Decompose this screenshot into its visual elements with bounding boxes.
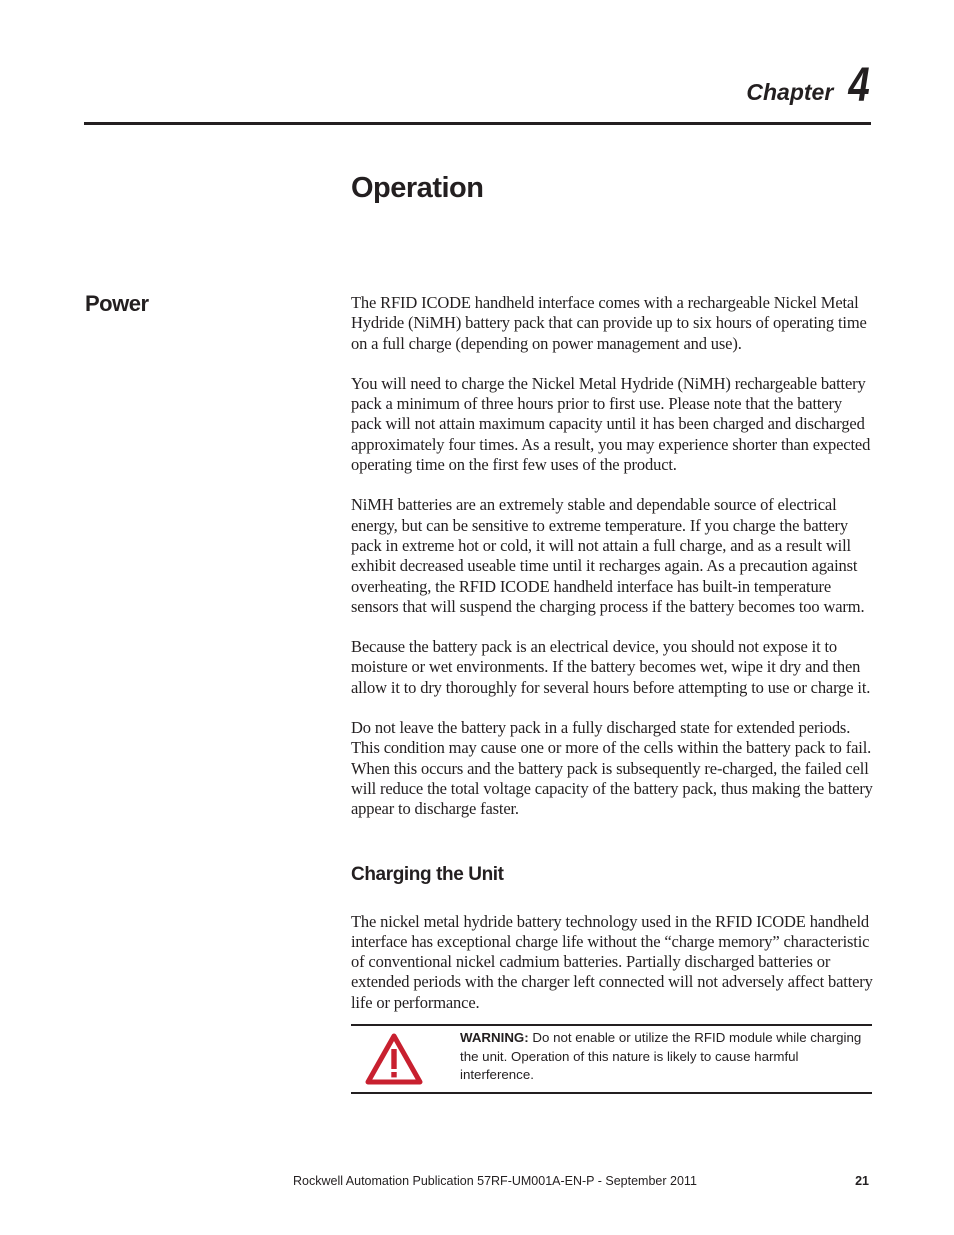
main-content — [351, 293, 873, 1033]
paragraph: NiMH batteries are an extremely stable and dependable source of electrical energy, but can be sensitive to extreme temperature. If you charge the battery pack in extreme hot or cold, it will not attain a full charge, and as a result will exhibit decreased useable time until it recharges again. As a precaution against overheating, the RFID ICODE handheld interface has built-in temperature sensors that will suspend the charging process if the battery becomes too warm. — [351, 495, 865, 616]
page-title: Operation — [351, 172, 484, 204]
paragraph: Do not leave the battery pack in a fully discharged state for extended periods. This condition may cause one or more of the cells within the battery pack to fail. When this occurs and the battery pack is subsequently re-charged, the failed cell will reduce the total voltage capacity of the battery pack, thus making the battery appear to discharge faster. — [351, 718, 873, 819]
paragraph: You will need to charge the Nickel Metal Hydride (NiMH) rechargeable battery pack a minimum of three hours prior to first use. Please note that the battery pack will not attain maximum capacity until it has been charged and discharged approximately four times. As a result, you may experience shorter than expected operating time on the first few uses of the product. — [351, 373, 871, 475]
paragraph: The RFID ICODE handheld interface comes with a rechargeable Nickel Metal Hydride (NiMH) battery pack that can provide up to six hours of operating time on a full charge (depending on power management and use). — [351, 293, 867, 353]
page-number: 21 — [855, 1174, 869, 1188]
chapter-header — [746, 60, 870, 120]
paragraph: The nickel metal hydride battery technology used in the RFID ICODE handheld interface has exceptional charge life without the “charge memory” characteristic of conventional nickel cadmium batteries. Partially discharged batteries or extended periods with the charger left connected will not adversely affect battery life or performance. — [351, 911, 873, 1012]
footer-publication: Rockwell Automation Publication 57RF-UM001A-EN-P - September 2011 — [293, 1174, 697, 1188]
warning-triangle-icon — [365, 1033, 423, 1085]
warning-box — [351, 1024, 872, 1094]
subsection-heading-charging: Charging the Unit — [351, 863, 504, 885]
chapter-divider — [84, 122, 871, 125]
section-heading-power: Power — [85, 291, 149, 316]
warning-message: Do not enable or utilize the RFID module while charging the unit. Operation of this nature is likely to cause harmful interference. — [460, 1030, 862, 1082]
warning-text — [460, 1029, 870, 1085]
warning-label: WARNING: — [460, 1030, 533, 1045]
paragraph: Because the battery pack is an electrical device, you should not expose it to moisture or wet environments. If the battery becomes wet, wipe it dry and then allow it to dry thoroughly for several hours before attempting to use or charge it. — [351, 637, 871, 697]
chapter-label: Chapter — [746, 79, 834, 105]
chapter-number: 4 — [848, 59, 870, 112]
